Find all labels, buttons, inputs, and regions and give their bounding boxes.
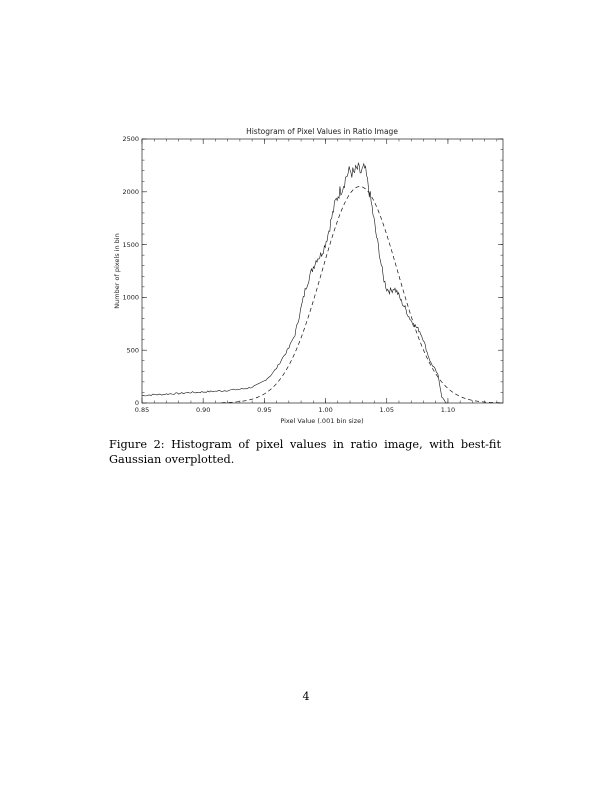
x-tick-label: 1.10 [440,406,456,414]
figure-caption: Figure 2: Histogram of pixel values in ratio image, with best-fit Gaussian overplotted. [109,438,501,466]
y-axis-label: Number of pixels in bin [113,233,121,309]
x-tick-label: 0.85 [134,406,150,414]
plot-frame [142,139,503,403]
x-tick-label: 1.05 [379,406,394,414]
histogram-line [142,163,448,403]
y-tick-label: 0 [134,399,139,408]
x-tick-label: 1.00 [318,406,333,414]
y-tick-label: 500 [126,346,139,355]
x-axis [135,139,497,414]
page-number: 4 [302,690,310,703]
x-tick-label: 0.90 [195,406,211,414]
y-tick-label: 2000 [122,188,139,196]
y-tick-label: 1000 [122,293,139,302]
y-tick-label: 2500 [122,135,139,144]
y-tick-label: 1500 [122,240,139,249]
x-tick-label: 0.95 [257,406,272,414]
chart-title: Histogram of Pixel Values in Ratio Image [246,127,398,136]
gaussian-fit-line [222,187,503,403]
x-axis-label: Pixel Value (.001 bin size) [280,417,364,425]
series-layer [142,163,503,403]
